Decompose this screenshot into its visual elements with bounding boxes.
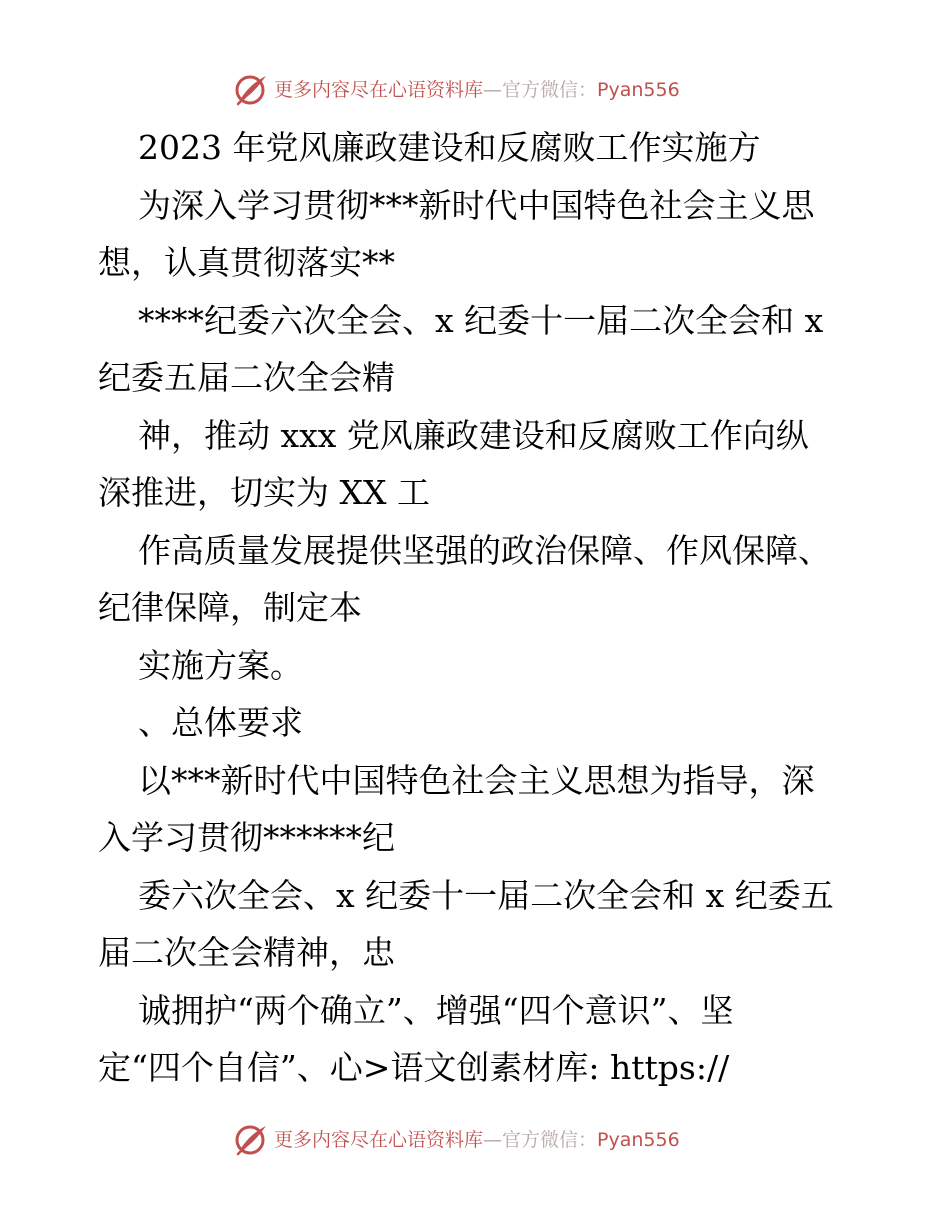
paragraph-line: 届二次全会精神，忠 bbox=[98, 933, 395, 972]
paragraph-line: 委六次全会、x 纪委十一届二次全会和 x 纪委五 bbox=[138, 876, 834, 915]
watermark-separator: —官方微信： bbox=[483, 1129, 598, 1151]
paragraph-line: 定“四个自信”、心>语文创素材库: https:// bbox=[98, 1048, 730, 1087]
watermark-title: 更多内容尽在心语资料库 bbox=[274, 1129, 484, 1151]
feather-pen-logo-icon bbox=[232, 1122, 270, 1158]
watermark-separator: —官方微信： bbox=[483, 79, 598, 101]
paragraph-line: 实施方案。 bbox=[138, 646, 303, 685]
document-title: 2023 年党风廉政建设和反腐败工作实施方 bbox=[138, 128, 761, 167]
footer-watermark-banner bbox=[0, 1120, 950, 1160]
section-heading: 、总体要求 bbox=[138, 703, 303, 742]
paragraph-line: 纪律保障，制定本 bbox=[98, 588, 362, 627]
watermark-wechat-id: Pyan556 bbox=[597, 79, 680, 101]
paragraph-line: 入学习贯彻******纪 bbox=[98, 818, 395, 857]
paragraph-line: 以***新时代中国特色社会主义思想为指导，深 bbox=[138, 761, 815, 800]
paragraph-line: 诚拥护“两个确立”、增强“四个意识”、坚 bbox=[138, 991, 734, 1030]
paragraph-line: 神，推动 xxx 党风廉政建设和反腐败工作向纵 bbox=[138, 416, 809, 455]
watermark-text bbox=[274, 1127, 680, 1153]
paragraph-line: 为深入学习贯彻***新时代中国特色社会主义思 bbox=[138, 186, 815, 225]
paragraph-line: 作高质量发展提供坚强的政治保障、作风保障、 bbox=[138, 531, 831, 570]
paragraph-line: 纪委五届二次全会精 bbox=[98, 358, 395, 397]
paragraph-line: 想，认真贯彻落实** bbox=[98, 243, 395, 282]
paragraph-line: 深推进，切实为 XX 工 bbox=[98, 473, 430, 512]
watermark-wechat-id: Pyan556 bbox=[597, 1129, 680, 1151]
watermark-title: 更多内容尽在心语资料库 bbox=[274, 79, 484, 101]
paragraph-line: ****纪委六次全会、x 纪委十一届二次全会和 x bbox=[138, 301, 824, 340]
